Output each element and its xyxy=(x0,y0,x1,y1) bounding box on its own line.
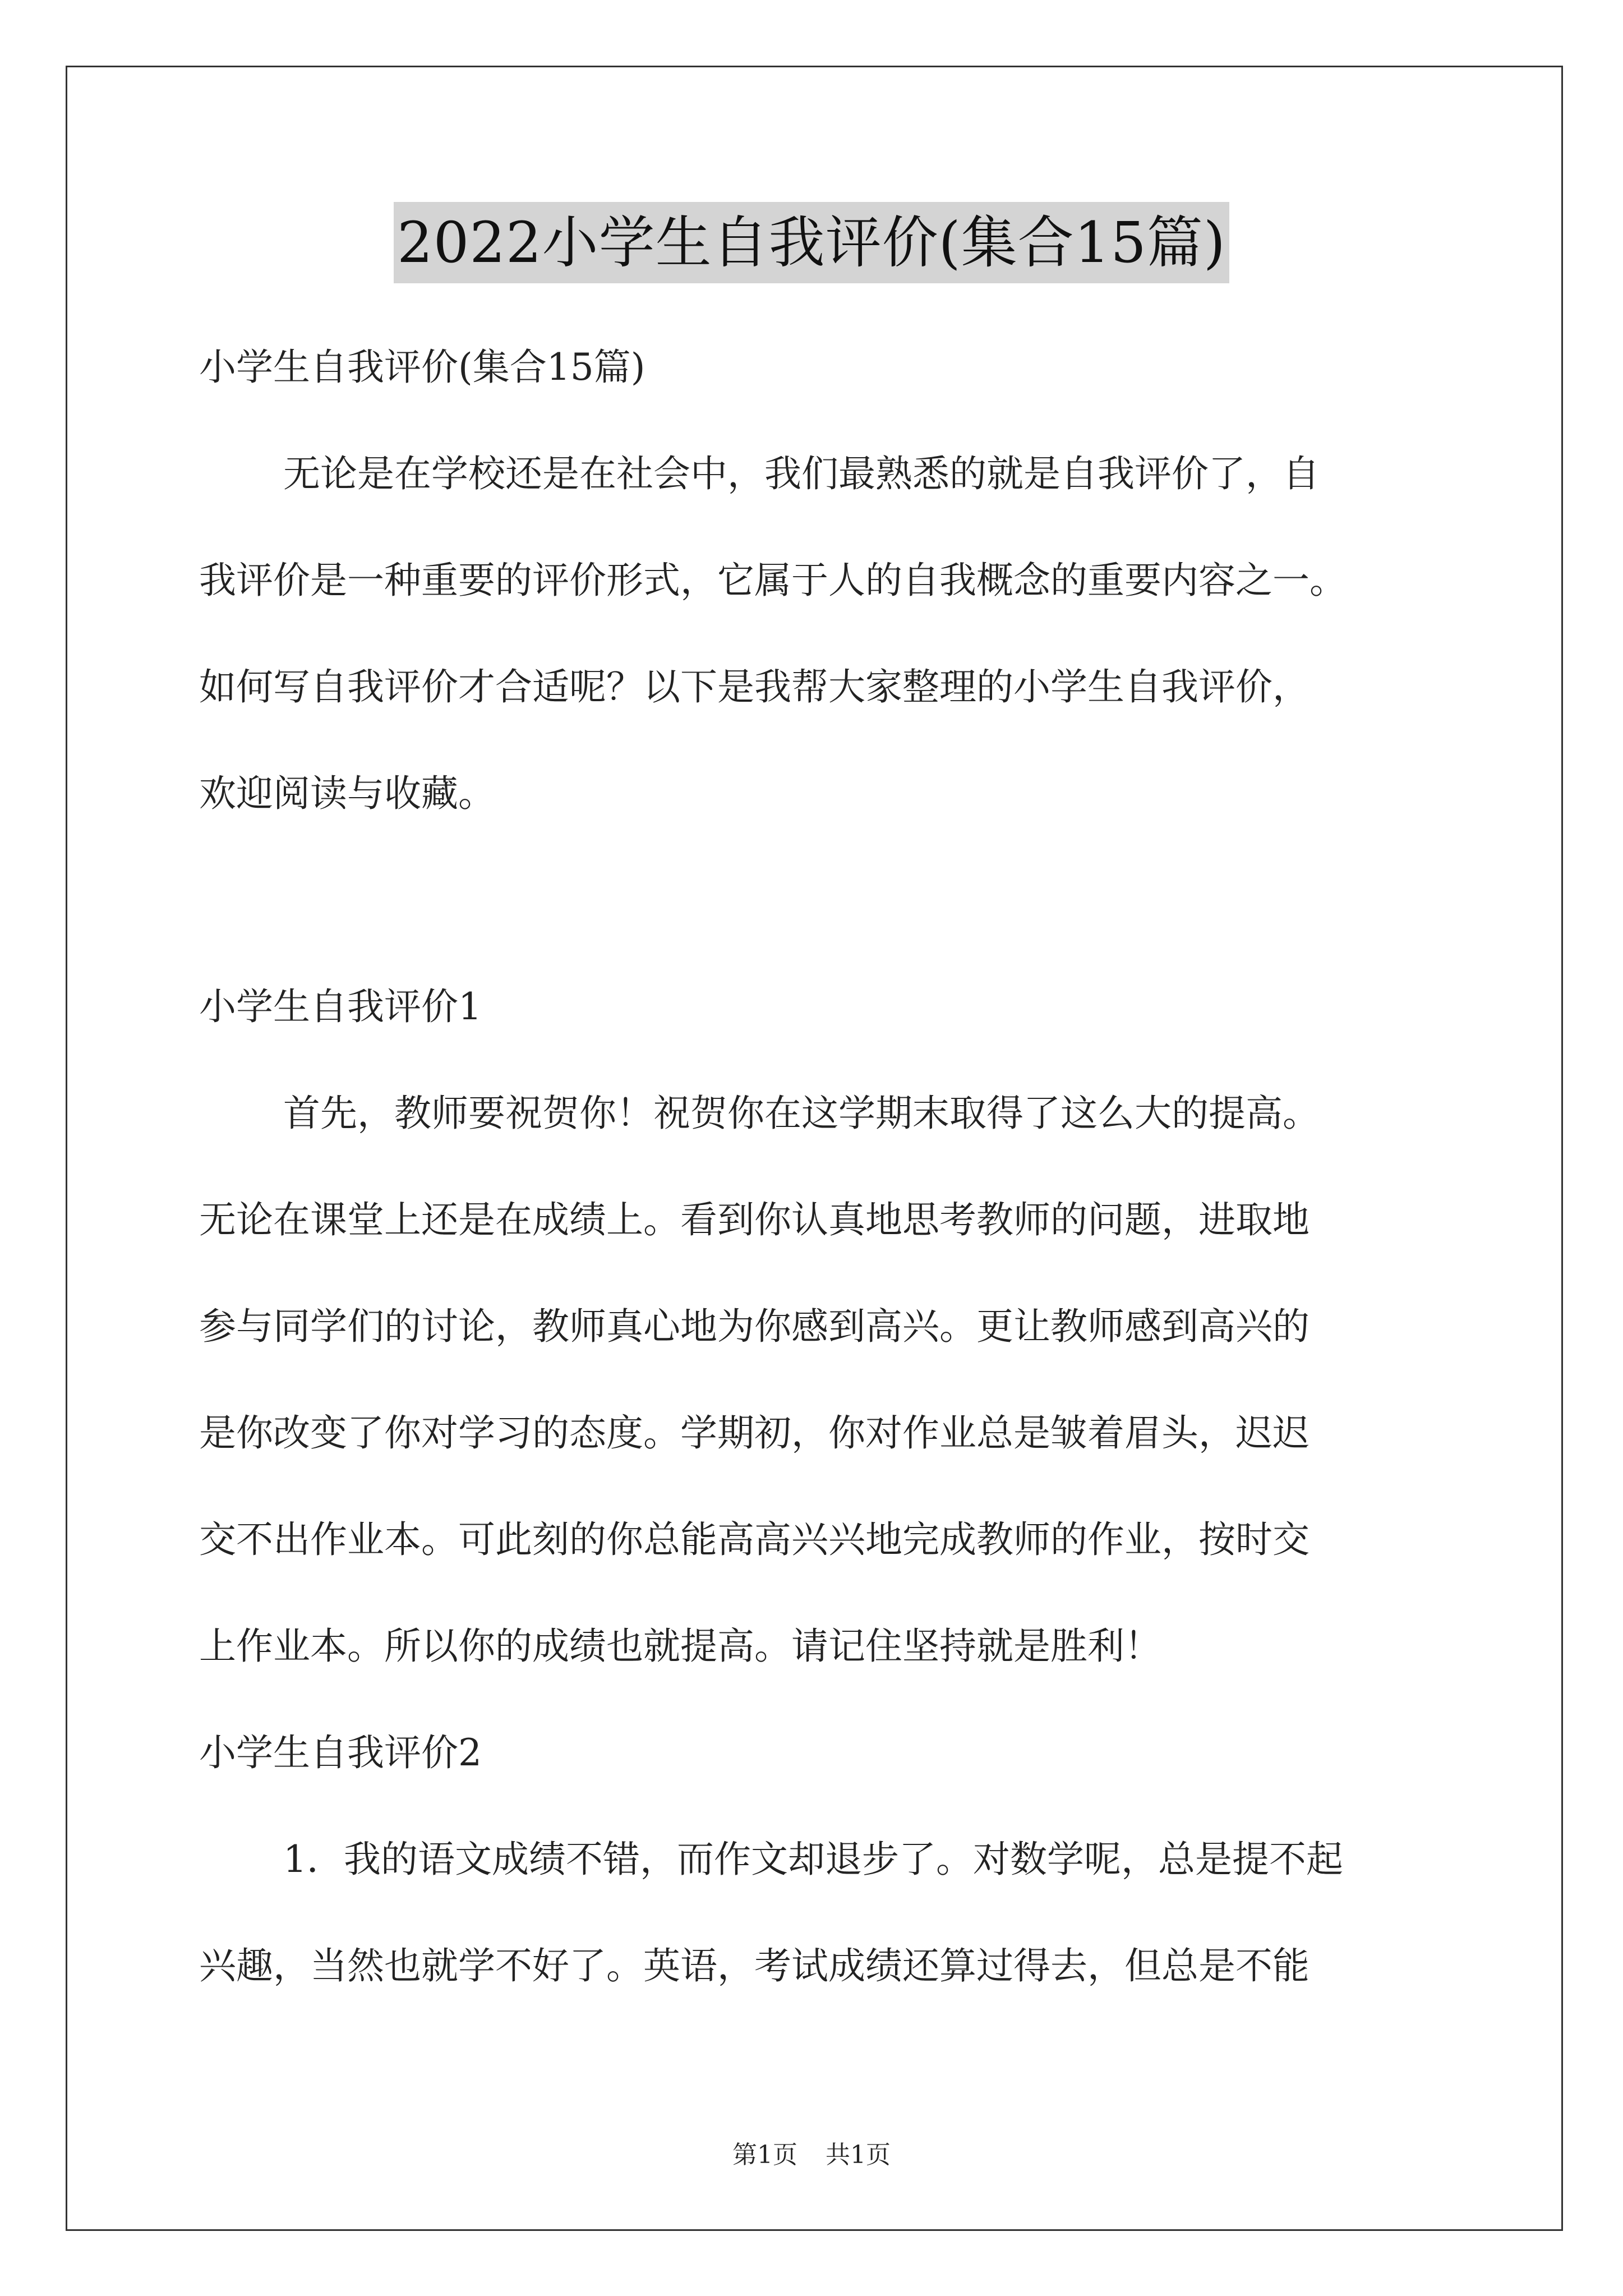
page-number: 第1页 xyxy=(732,2141,797,2169)
section-1-line-4: 是你改变了你对学习的态度。学期初，你对作业总是皱着眉头，迟迟 xyxy=(199,1411,1310,1455)
section-1-line-5: 交不出作业本。可此刻的你总能高高兴兴地完成教师的作业，按时交 xyxy=(199,1518,1310,1561)
page-footer xyxy=(0,2134,1623,2170)
page-total: 共1页 xyxy=(826,2141,891,2169)
section-1-line-1: 首先，教师要祝贺你！祝贺你在这学期末取得了这么大的提高。 xyxy=(283,1092,1320,1135)
intro-line-2: 我评价是一种重要的评价形式，它属于人的自我概念的重要内容之一。 xyxy=(199,559,1347,602)
intro-line-1: 无论是在学校还是在社会中，我们最熟悉的就是自我评价了，自 xyxy=(283,452,1320,495)
section-1-line-3: 参与同学们的讨论，教师真心地为你感到高兴。更让教师感到高兴的 xyxy=(199,1305,1310,1348)
section-1-line-6: 上作业本。所以你的成绩也就提高。请记住坚持就是胜利！ xyxy=(199,1625,1161,1668)
section-1-heading: 小学生自我评价1 xyxy=(199,985,482,1028)
intro-line-3: 如何写自我评价才合适呢？以下是我帮大家整理的小学生自我评价， xyxy=(199,665,1310,708)
document-body xyxy=(199,314,1433,2019)
document-subtitle: 小学生自我评价(集合15篇) xyxy=(199,346,645,389)
section-1-line-2: 无论在课堂上还是在成绩上。看到你认真地思考教师的问题，进取地 xyxy=(199,1198,1310,1241)
section-2-heading: 小学生自我评价2 xyxy=(199,1731,482,1774)
paragraph-gap xyxy=(199,847,1433,954)
intro-line-4: 欢迎阅读与收藏。 xyxy=(199,772,495,815)
section-2-line-1: 1．我的语文成绩不错，而作文却退步了。对数学呢，总是提不起 xyxy=(283,1838,1343,1881)
document-title: 2022小学生自我评价(集合15篇) xyxy=(394,202,1229,283)
section-2-line-2: 兴趣，当然也就学不好了。英语，考试成绩还算过得去，但总是不能 xyxy=(199,1944,1310,1987)
title-container xyxy=(0,202,1623,283)
